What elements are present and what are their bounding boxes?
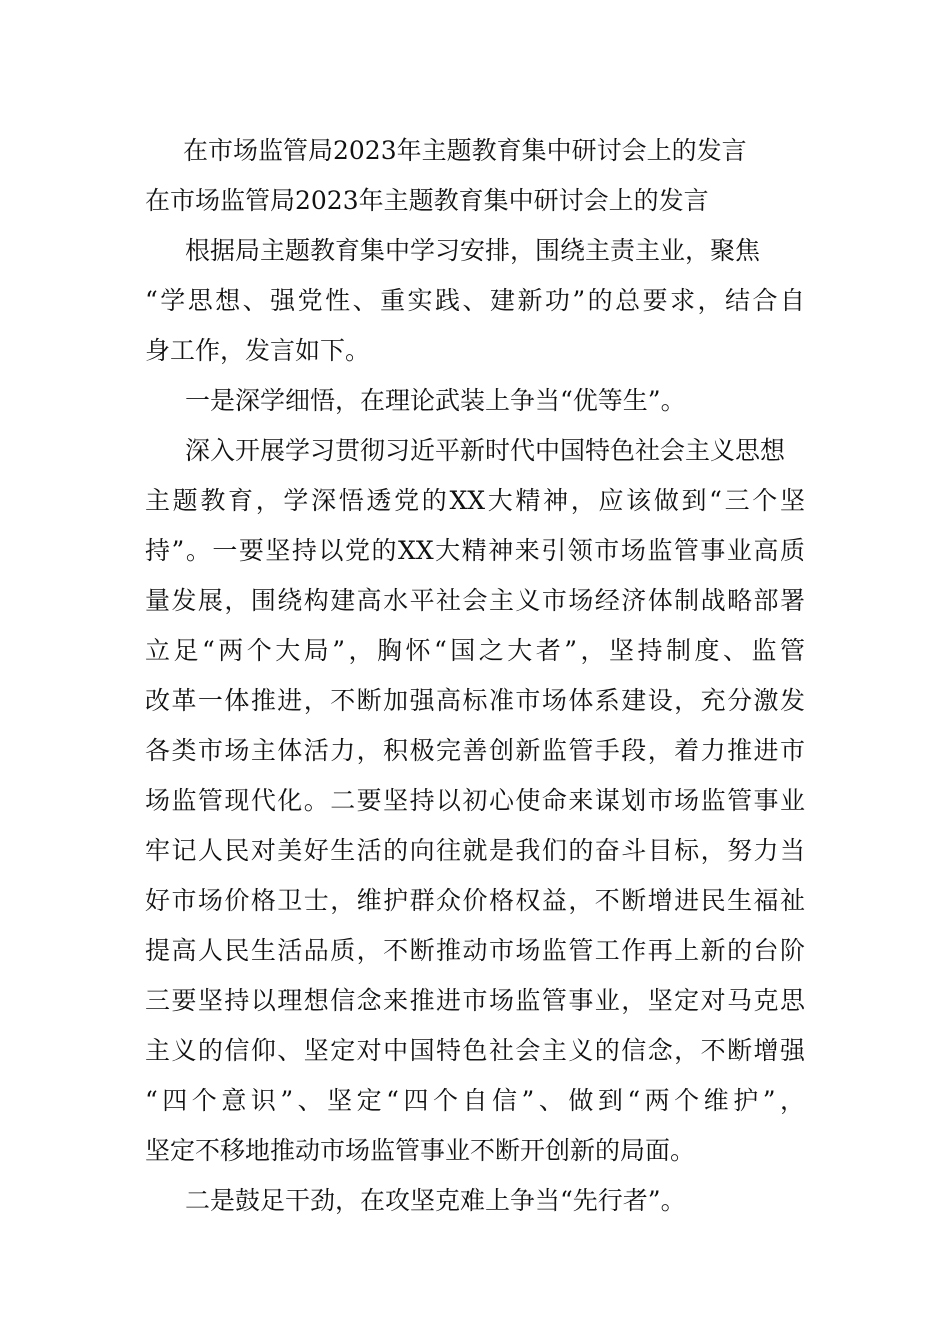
body-line: 立足“两个大局”，胸怀“国之大者”，坚持制度、监管 [145, 636, 805, 665]
body-line: 改革一体推进，不断加强高标准市场体系建设，充分激发 [145, 686, 805, 715]
section-heading-1: 一是深学细悟，在理论武装上争当“优等生”。 [185, 386, 686, 415]
body-line: “学思想、强党性、重实践、建新功”的总要求，结合自 [145, 286, 805, 315]
body-line: 根据局主题教育集中学习安排，围绕主责主业，聚焦 [185, 236, 761, 265]
body-line: 主义的信仰、坚定对中国特色社会主义的信念，不断增强 [145, 1036, 805, 1065]
body-line: 量发展，围绕构建高水平社会主义市场经济体制战略部署 [145, 586, 805, 615]
body-line: 坚定不移地推动市场监管事业不断开创新的局面。 [145, 1136, 696, 1165]
body-line: 各类市场主体活力，积极完善创新监管手段，着力推进市 [145, 736, 805, 765]
body-line: 三要坚持以理想信念来推进市场监管事业，坚定对马克思 [145, 986, 805, 1015]
body-line: 身工作，发言如下。 [145, 336, 371, 365]
document-title-repeat: 在市场监管局2023年主题教育集中研讨会上的发言 [145, 186, 709, 215]
body-line: 提高人民生活品质，不断推动市场监管工作再上新的台阶 [145, 936, 805, 965]
body-line: 主题教育，学深悟透党的XX大精神，应该做到“三个坚 [145, 486, 805, 515]
section-heading-2: 二是鼓足干劲，在攻坚克难上争当“先行者”。 [185, 1186, 686, 1215]
body-line: 场监管现代化。二要坚持以初心使命来谋划市场监管事业 [145, 786, 805, 815]
body-line: 深入开展学习贯彻习近平新时代中国特色社会主义思想 [185, 436, 786, 465]
body-line: 牢记人民对美好生活的向往就是我们的奋斗目标，努力当 [145, 836, 805, 865]
body-line: 好市场价格卫士，维护群众价格权益，不断增进民生福祉 [145, 886, 805, 915]
body-line: “四个意识”、坚定“四个自信”、做到“两个维护”， [145, 1086, 805, 1115]
document-title: 在市场监管局2023年主题教育集中研讨会上的发言 [183, 136, 747, 165]
body-line: 持”。一要坚持以党的XX大精神来引领市场监管事业高质 [145, 536, 805, 565]
